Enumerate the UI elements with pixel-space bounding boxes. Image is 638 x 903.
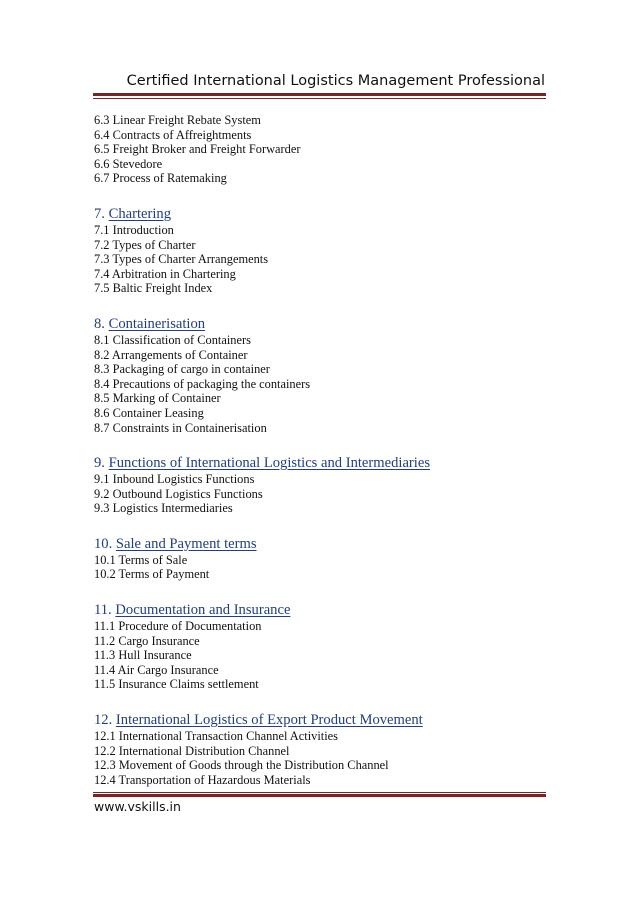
list-item: 9.3 Logistics Intermediaries [94, 501, 233, 516]
list-item: 12.3 Movement of Goods through the Distribution Channel [94, 758, 389, 773]
section-title-link[interactable]: Sale and Payment terms [115, 535, 257, 552]
list-item: 8.3 Packaging of cargo in container [94, 362, 270, 377]
list-item: 10.2 Terms of Payment [94, 567, 210, 582]
section-title-link[interactable]: Functions of International Logistics and Intermediaries [108, 455, 430, 472]
section-documentation-insurance [94, 601, 546, 692]
list-item: 9.2 Outbound Logistics Functions [94, 486, 263, 501]
section-chartering [94, 205, 546, 296]
section-heading[interactable] [94, 315, 546, 333]
list-item: 7.3 Types of Charter Arrangements [94, 252, 269, 267]
section-number: 8. [94, 315, 105, 332]
list-item: 8.5 Marking of Container [94, 391, 221, 406]
list-item: 8.4 Precautions of packaging the containers [94, 376, 311, 391]
footer-rule-thin [93, 792, 546, 793]
list-item: 11.2 Cargo Insurance [94, 633, 200, 648]
header-rule-thick [93, 93, 546, 96]
section-number: 9. [94, 455, 105, 472]
list-item: 9.1 Inbound Logistics Functions [94, 472, 255, 487]
section-title-link[interactable]: Containerisation [108, 315, 206, 332]
section-number: 10. [94, 535, 113, 552]
section-heading[interactable] [94, 205, 546, 223]
list-item: 12.2 International Distribution Channel [94, 743, 290, 758]
list-item: 8.6 Container Leasing [94, 405, 204, 420]
section-number: 11. [94, 602, 112, 619]
list-item: 11.5 Insurance Claims settlement [94, 677, 259, 692]
list-item: 8.7 Constraints in Containerisation [94, 420, 267, 435]
toc-content [94, 113, 546, 787]
list-item: 7.1 Introduction [94, 222, 174, 237]
section-sale-payment [94, 535, 546, 582]
list-item: 6.3 Linear Freight Rebate System [94, 113, 261, 127]
footer-rule-thick [93, 794, 546, 797]
list-item: 6.4 Contracts of Affreightments [94, 127, 252, 142]
list-item: 8.1 Classification of Containers [94, 332, 251, 347]
footer-url[interactable]: www.vskills.in [94, 799, 181, 814]
page-header-title: Certified International Logistics Management Professional [126, 73, 545, 89]
section-heading[interactable] [94, 454, 546, 472]
list-item: 7.4 Arbitration in Chartering [94, 266, 236, 281]
list-item: 10.1 Terms of Sale [94, 552, 188, 567]
list-item: 6.5 Freight Broker and Freight Forwarder [94, 142, 301, 157]
section-number: 12. [94, 712, 113, 729]
list-item: 11.4 Air Cargo Insurance [94, 662, 219, 677]
section-functions-intermediaries [94, 454, 546, 516]
list-item: 12.4 Transportation of Hazardous Materials [94, 772, 311, 787]
list-item: 7.2 Types of Charter [94, 237, 196, 252]
section-heading[interactable] [94, 535, 546, 553]
section-title-link[interactable]: Documentation and Insurance [115, 602, 291, 619]
list-item: 11.1 Procedure of Documentation [94, 619, 262, 634]
list-item: 12.1 International Transaction Channel Activities [94, 729, 338, 744]
list-item: 6.6 Stevedore [94, 156, 163, 171]
list-item: 8.2 Arrangements of Container [94, 347, 248, 362]
list-item: 6.7 Process of Ratemaking [94, 171, 227, 186]
section-heading[interactable] [94, 601, 546, 619]
section-title-link[interactable]: Chartering [108, 205, 172, 222]
section-export-movement [94, 711, 546, 787]
header-rule-thin [93, 98, 546, 99]
section-heading[interactable] [94, 711, 546, 729]
section-number: 7. [94, 205, 105, 222]
section-containerisation [94, 315, 546, 435]
intro-list [94, 113, 546, 186]
list-item: 11.3 Hull Insurance [94, 648, 192, 663]
list-item: 7.5 Baltic Freight Index [94, 281, 213, 296]
section-title-link[interactable]: International Logistics of Export Product Movement [115, 712, 423, 729]
